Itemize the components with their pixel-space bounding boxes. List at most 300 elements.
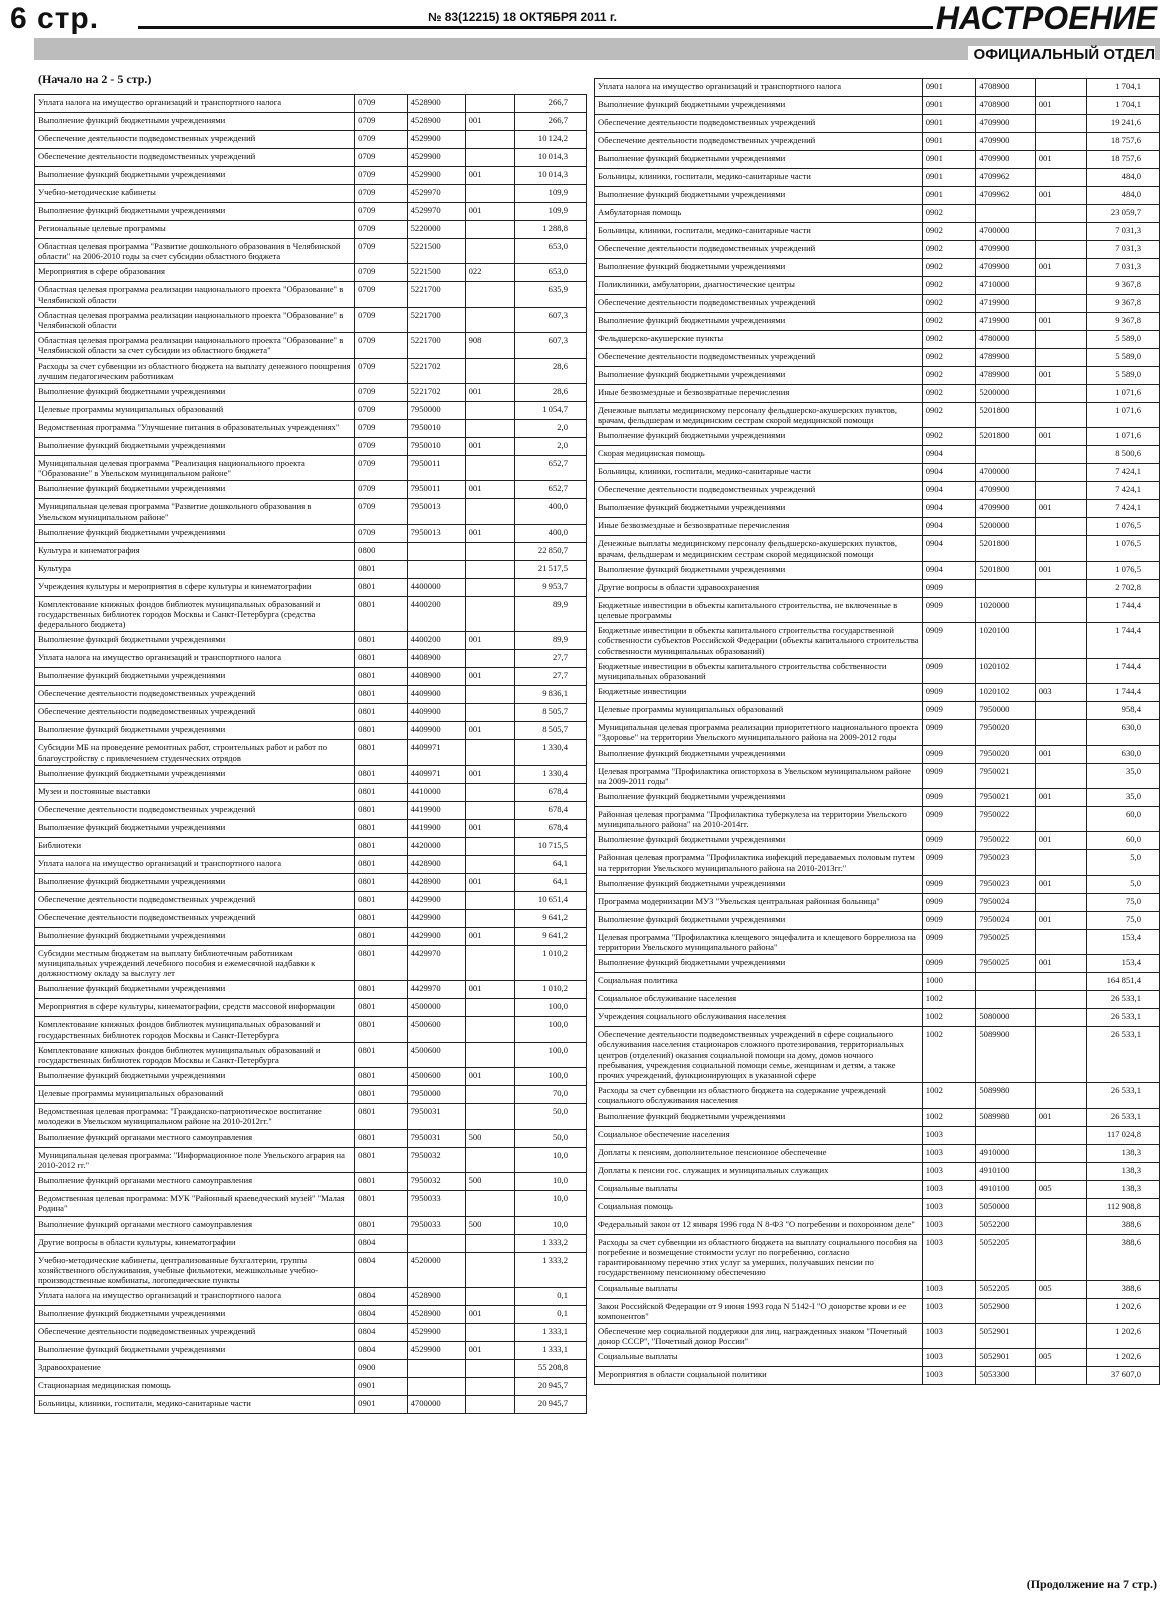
section-code: 0909 bbox=[922, 658, 976, 683]
expense-type bbox=[1035, 597, 1086, 622]
target-code: 7950020 bbox=[976, 745, 1035, 763]
row-description: Обеспечение деятельности подведомственных учреждений bbox=[35, 891, 355, 909]
expense-type: 001 bbox=[1035, 955, 1086, 973]
row-description: Выполнение функций бюджетными учреждениями bbox=[35, 632, 355, 650]
table-row bbox=[35, 264, 587, 282]
target-code: 4529900 bbox=[407, 1342, 465, 1360]
row-description: Выполнение функций бюджетными учреждениями bbox=[595, 955, 923, 973]
row-description: Выполнение функций бюджетными учреждениями bbox=[35, 384, 355, 402]
target-code: 4400200 bbox=[407, 596, 465, 632]
target-code: 4429900 bbox=[407, 909, 465, 927]
table-row bbox=[35, 131, 587, 149]
amount: 26 533,1 bbox=[1086, 991, 1159, 1009]
target-code: 4408900 bbox=[407, 668, 465, 686]
table-row bbox=[35, 113, 587, 131]
section-code: 1003 bbox=[922, 1234, 976, 1280]
amount: 89,9 bbox=[515, 596, 587, 632]
row-description: Ведомственная целевая программа: МУК "Районный краеведческий музей" "Малая Родина" bbox=[35, 1191, 355, 1216]
target-code: 7950013 bbox=[407, 524, 465, 542]
row-description: Выполнение функций бюджетными учреждениями bbox=[35, 167, 355, 185]
table-row bbox=[595, 1298, 1160, 1323]
section-code: 0801 bbox=[355, 765, 407, 783]
section-code: 0801 bbox=[355, 686, 407, 704]
row-description: Обеспечение деятельности подведомственных учреждений bbox=[35, 909, 355, 927]
section-code: 0801 bbox=[355, 596, 407, 632]
target-code: 5201800 bbox=[976, 428, 1035, 446]
amount: 7 031,3 bbox=[1086, 241, 1159, 259]
expense-type bbox=[465, 1378, 515, 1396]
target-code: 4529900 bbox=[407, 131, 465, 149]
target-code: 5052205 bbox=[976, 1234, 1035, 1280]
section-code: 0709 bbox=[355, 167, 407, 185]
table-row bbox=[35, 801, 587, 819]
section-code: 0909 bbox=[922, 875, 976, 893]
row-description: Обеспечение деятельности подведомственных учреждений bbox=[595, 241, 923, 259]
amount: 10,0 bbox=[515, 1173, 587, 1191]
section-code: 0902 bbox=[922, 295, 976, 313]
row-description: Учебно-методические кабинеты, централизованные бухгалтерии, группы хозяйственного обслуживания, учебные фильмотеки, межшкольные учебно-производственные комбинаты, логопедические пункты bbox=[35, 1252, 355, 1288]
amount: 9 367,8 bbox=[1086, 295, 1159, 313]
amount: 630,0 bbox=[1086, 720, 1159, 745]
expense-type: 001 bbox=[465, 819, 515, 837]
amount: 1 333,1 bbox=[515, 1342, 587, 1360]
amount: 1 330,4 bbox=[515, 740, 587, 765]
amount: 635,9 bbox=[515, 282, 587, 307]
expense-type bbox=[1035, 403, 1086, 428]
section-code: 0801 bbox=[355, 1104, 407, 1129]
section-code: 0901 bbox=[922, 79, 976, 97]
row-description: Библиотеки bbox=[35, 837, 355, 855]
section-code: 1002 bbox=[922, 1027, 976, 1083]
amount: 10 124,2 bbox=[515, 131, 587, 149]
expense-type bbox=[1035, 623, 1086, 659]
target-code: 5052200 bbox=[976, 1216, 1035, 1234]
table-row bbox=[35, 1147, 587, 1172]
table-row bbox=[595, 875, 1160, 893]
table-row bbox=[35, 1324, 587, 1342]
section-code: 0901 bbox=[922, 97, 976, 115]
continued-from: (Начало на 2 - 5 стр.) bbox=[38, 72, 152, 86]
target-code: 5200000 bbox=[976, 385, 1035, 403]
expense-type: 001 bbox=[465, 524, 515, 542]
section-code: 0709 bbox=[355, 307, 407, 332]
table-row bbox=[35, 1342, 587, 1360]
row-description: Ведомственная целевая программа: "Гражданско-патриотическое воспитание молодежи в Увельском муниципальном районе на 2010-2012гг." bbox=[35, 1104, 355, 1129]
target-code: 4719900 bbox=[976, 295, 1035, 313]
table-row bbox=[595, 911, 1160, 929]
row-description: Областная целевая программа "Развитие дошкольного образования в Челябинской области" на 2006-2010 годы за счет субсидии областного бюджета bbox=[35, 239, 355, 264]
target-code: 4789900 bbox=[976, 367, 1035, 385]
table-row bbox=[595, 1027, 1160, 1083]
expense-type bbox=[1035, 205, 1086, 223]
table-row bbox=[595, 720, 1160, 745]
section-code: 0801 bbox=[355, 704, 407, 722]
amount: 958,4 bbox=[1086, 702, 1159, 720]
amount: 8 505,7 bbox=[515, 704, 587, 722]
row-description: Целевые программы муниципальных образований bbox=[35, 1086, 355, 1104]
section-code: 0909 bbox=[922, 763, 976, 788]
section-code: 0909 bbox=[922, 850, 976, 875]
target-code: 4709962 bbox=[976, 169, 1035, 187]
expense-type bbox=[465, 1396, 515, 1414]
table-row bbox=[595, 349, 1160, 367]
table-row bbox=[595, 536, 1160, 561]
expense-type bbox=[1035, 1027, 1086, 1083]
amount: 50,0 bbox=[515, 1104, 587, 1129]
expense-type: 001 bbox=[1035, 259, 1086, 277]
row-description: Выполнение функций бюджетными учреждениями bbox=[35, 765, 355, 783]
expense-type bbox=[465, 999, 515, 1017]
amount: 1 076,5 bbox=[1086, 561, 1159, 579]
target-code bbox=[407, 542, 465, 560]
section-code: 1003 bbox=[922, 1367, 976, 1385]
table-row bbox=[595, 464, 1160, 482]
expense-type bbox=[1035, 1198, 1086, 1216]
table-row bbox=[35, 668, 587, 686]
target-code: 7950024 bbox=[976, 893, 1035, 911]
row-description: Федеральный закон от 12 января 1996 года N 8-ФЗ "О погребении и похоронном деле" bbox=[595, 1216, 923, 1234]
section-code: 1003 bbox=[922, 1198, 976, 1216]
amount: 1 071,6 bbox=[1086, 403, 1159, 428]
section-code: 1003 bbox=[922, 1323, 976, 1348]
section-code: 0801 bbox=[355, 722, 407, 740]
target-code: 7950023 bbox=[976, 850, 1035, 875]
row-description: Уплата налога на имущество организаций и транспортного налога bbox=[595, 79, 923, 97]
target-code: 5221700 bbox=[407, 333, 465, 358]
section-code: 0902 bbox=[922, 385, 976, 403]
expense-type bbox=[1035, 929, 1086, 954]
target-code: 4529900 bbox=[407, 167, 465, 185]
table-row bbox=[595, 1009, 1160, 1027]
row-description: Обеспечение деятельности подведомственных учреждений bbox=[595, 115, 923, 133]
amount: 678,4 bbox=[515, 801, 587, 819]
expense-type: 001 bbox=[1035, 151, 1086, 169]
target-code: 4709900 bbox=[976, 259, 1035, 277]
row-description: Целевые программы муниципальных образований bbox=[595, 702, 923, 720]
table-row bbox=[595, 745, 1160, 763]
amount: 1 054,7 bbox=[515, 402, 587, 420]
target-code: 5089980 bbox=[976, 1083, 1035, 1108]
section-code: 0904 bbox=[922, 561, 976, 579]
expense-type bbox=[1035, 658, 1086, 683]
table-row bbox=[35, 420, 587, 438]
expense-type: 005 bbox=[1035, 1180, 1086, 1198]
section-code: 0900 bbox=[355, 1360, 407, 1378]
target-code: 5220000 bbox=[407, 221, 465, 239]
row-description: Иные безвозмездные и безвозвратные перечисления bbox=[595, 385, 923, 403]
amount: 9 836,1 bbox=[515, 686, 587, 704]
target-code: 4429970 bbox=[407, 981, 465, 999]
expense-type bbox=[1035, 133, 1086, 151]
section-code: 0709 bbox=[355, 481, 407, 499]
table-row bbox=[595, 313, 1160, 331]
amount: 607,3 bbox=[515, 307, 587, 332]
expense-type: 005 bbox=[1035, 1280, 1086, 1298]
section-code: 1003 bbox=[922, 1162, 976, 1180]
row-description: Обеспечение мер социальной поддержки для лиц, награжденных знаком "Почетный донор СССР", "Почетный донор России" bbox=[595, 1323, 923, 1348]
target-code: 4910000 bbox=[976, 1144, 1035, 1162]
amount: 27,7 bbox=[515, 650, 587, 668]
amount: 75,0 bbox=[1086, 911, 1159, 929]
amount: 112 908,8 bbox=[1086, 1198, 1159, 1216]
section-code: 0709 bbox=[355, 239, 407, 264]
table-row bbox=[595, 1216, 1160, 1234]
expense-type bbox=[465, 1104, 515, 1129]
amount: 653,0 bbox=[515, 239, 587, 264]
section-code: 0909 bbox=[922, 789, 976, 807]
amount: 26 533,1 bbox=[1086, 1009, 1159, 1027]
expense-type: 001 bbox=[465, 1342, 515, 1360]
expense-type bbox=[1035, 1216, 1086, 1234]
amount: 64,1 bbox=[515, 873, 587, 891]
section-code: 0801 bbox=[355, 578, 407, 596]
amount: 10 014,3 bbox=[515, 167, 587, 185]
table-row bbox=[595, 973, 1160, 991]
target-code: 4428900 bbox=[407, 855, 465, 873]
expense-type: 001 bbox=[1035, 832, 1086, 850]
expense-type bbox=[1035, 1083, 1086, 1108]
row-description: Мероприятия в сфере культуры, кинематографии, средств массовой информации bbox=[35, 999, 355, 1017]
target-code: 1020100 bbox=[976, 623, 1035, 659]
table-row bbox=[35, 891, 587, 909]
target-code: 5201800 bbox=[976, 403, 1035, 428]
target-code: 4709900 bbox=[976, 115, 1035, 133]
target-code: 7950022 bbox=[976, 832, 1035, 850]
row-description: Выполнение функций бюджетными учреждениями bbox=[595, 259, 923, 277]
table-row bbox=[35, 945, 587, 981]
expense-type bbox=[465, 185, 515, 203]
table-row bbox=[35, 499, 587, 524]
row-description: Выполнение функций органами местного самоуправления bbox=[35, 1216, 355, 1234]
section-code: 0801 bbox=[355, 1173, 407, 1191]
target-code bbox=[976, 1126, 1035, 1144]
expense-type bbox=[465, 578, 515, 596]
target-code: 7950020 bbox=[976, 720, 1035, 745]
target-code: 4789900 bbox=[976, 349, 1035, 367]
amount: 109,9 bbox=[515, 203, 587, 221]
target-code: 4529970 bbox=[407, 203, 465, 221]
section-code: 0901 bbox=[922, 115, 976, 133]
table-row bbox=[595, 1108, 1160, 1126]
expense-type bbox=[465, 1234, 515, 1252]
target-code: 4400000 bbox=[407, 578, 465, 596]
target-code: 5221702 bbox=[407, 384, 465, 402]
target-code: 4409900 bbox=[407, 686, 465, 704]
row-description: Больницы, клиники, госпитали, медико-санитарные части bbox=[35, 1396, 355, 1414]
amount: 26 533,1 bbox=[1086, 1027, 1159, 1083]
table-row bbox=[35, 1191, 587, 1216]
table-row bbox=[595, 385, 1160, 403]
target-code: 7950000 bbox=[976, 702, 1035, 720]
amount: 5 589,0 bbox=[1086, 349, 1159, 367]
row-description: Выполнение функций бюджетными учреждениями bbox=[35, 481, 355, 499]
expense-type bbox=[1035, 536, 1086, 561]
target-code: 4500000 bbox=[407, 999, 465, 1017]
amount: 75,0 bbox=[1086, 893, 1159, 911]
header-rule bbox=[138, 26, 933, 29]
section-code: 0901 bbox=[922, 133, 976, 151]
row-description: Выполнение функций бюджетными учреждениями bbox=[35, 203, 355, 221]
section-code: 0801 bbox=[355, 1216, 407, 1234]
row-description: Выполнение функций бюджетными учреждениями bbox=[595, 911, 923, 929]
target-code: 4700000 bbox=[407, 1396, 465, 1414]
expense-type: 001 bbox=[465, 384, 515, 402]
table-row bbox=[35, 765, 587, 783]
amount: 7 424,1 bbox=[1086, 464, 1159, 482]
target-code bbox=[976, 579, 1035, 597]
amount: 138,3 bbox=[1086, 1180, 1159, 1198]
table-row bbox=[35, 837, 587, 855]
row-description: Выполнение функций бюджетными учреждениями bbox=[35, 524, 355, 542]
table-row bbox=[35, 307, 587, 332]
table-row bbox=[595, 1083, 1160, 1108]
section-code: 0902 bbox=[922, 331, 976, 349]
target-code: 4410000 bbox=[407, 783, 465, 801]
section-code: 0909 bbox=[922, 807, 976, 832]
target-code: 7950011 bbox=[407, 481, 465, 499]
table-body-left bbox=[35, 95, 587, 1414]
target-code: 5201800 bbox=[976, 561, 1035, 579]
table-row bbox=[595, 955, 1160, 973]
table-row bbox=[35, 740, 587, 765]
table-row bbox=[595, 1280, 1160, 1298]
target-code: 4910100 bbox=[976, 1180, 1035, 1198]
row-description: Расходы за счет субвенции из областного бюджета на выплату социального пособия на погребение и возмещение стоимости услуг по погребению, согласно гарантированному перечню этих услуг за умерших, получавших пенсии по государственному пенсионному обеспечению bbox=[595, 1234, 923, 1280]
expense-type: 001 bbox=[1035, 1108, 1086, 1126]
section-code: 0909 bbox=[922, 579, 976, 597]
expense-type bbox=[465, 686, 515, 704]
table-row bbox=[35, 1306, 587, 1324]
table-row bbox=[595, 367, 1160, 385]
section-code: 0904 bbox=[922, 464, 976, 482]
target-code: 4428900 bbox=[407, 873, 465, 891]
amount: 388,6 bbox=[1086, 1216, 1159, 1234]
table-row bbox=[595, 295, 1160, 313]
amount: 7 031,3 bbox=[1086, 259, 1159, 277]
target-code: 4709962 bbox=[976, 187, 1035, 205]
amount: 20 945,7 bbox=[515, 1378, 587, 1396]
section-code: 0801 bbox=[355, 1042, 407, 1067]
table-row bbox=[35, 1396, 587, 1414]
target-code: 4500600 bbox=[407, 1017, 465, 1042]
expense-type bbox=[465, 1147, 515, 1172]
row-description: Уплата налога на имущество организаций и транспортного налога bbox=[35, 95, 355, 113]
section-code: 0709 bbox=[355, 95, 407, 113]
amount: 1 744,4 bbox=[1086, 623, 1159, 659]
expense-type: 001 bbox=[465, 203, 515, 221]
target-code: 4528900 bbox=[407, 1288, 465, 1306]
target-code: 4429900 bbox=[407, 891, 465, 909]
row-description: Выполнение функций бюджетными учреждениями bbox=[595, 313, 923, 331]
amount: 7 424,1 bbox=[1086, 482, 1159, 500]
section-code: 0804 bbox=[355, 1288, 407, 1306]
table-row bbox=[595, 1198, 1160, 1216]
expense-type: 001 bbox=[1035, 428, 1086, 446]
amount: 266,7 bbox=[515, 95, 587, 113]
row-description: Районная целевая программа "Профилактика инфекций передаваемых половым путем на территории Увельского муниципального района на 2010-2013гг." bbox=[595, 850, 923, 875]
amount: 60,0 bbox=[1086, 807, 1159, 832]
row-description: Комплектование книжных фондов библиотек муниципальных образований и государственных библиотек городов Москвы и Санкт-Петербурга bbox=[35, 1042, 355, 1067]
amount: 400,0 bbox=[515, 524, 587, 542]
target-code: 7950033 bbox=[407, 1191, 465, 1216]
amount: 1 704,1 bbox=[1086, 79, 1159, 97]
section-code: 0902 bbox=[922, 349, 976, 367]
expense-type bbox=[1035, 1298, 1086, 1323]
section-code: 0709 bbox=[355, 524, 407, 542]
section-code: 0902 bbox=[922, 259, 976, 277]
table-row bbox=[595, 1234, 1160, 1280]
table-row bbox=[35, 927, 587, 945]
row-description: Учреждения культуры и мероприятия в сфере культуры и кинематографии bbox=[35, 578, 355, 596]
row-description: Скорая медицинская помощь bbox=[595, 446, 923, 464]
section-code: 0909 bbox=[922, 893, 976, 911]
row-description: Выполнение функций бюджетными учреждениями bbox=[595, 97, 923, 115]
section-code: 0909 bbox=[922, 720, 976, 745]
amount: 388,6 bbox=[1086, 1234, 1159, 1280]
row-description: Учебно-методические кабинеты bbox=[35, 185, 355, 203]
table-row bbox=[595, 403, 1160, 428]
newspaper-logo: НАСТРОЕНИЕ bbox=[935, 0, 1157, 36]
table-row bbox=[35, 524, 587, 542]
amount: 28,6 bbox=[515, 358, 587, 383]
table-row bbox=[35, 783, 587, 801]
section-code: 0909 bbox=[922, 929, 976, 954]
amount: 10,0 bbox=[515, 1147, 587, 1172]
section-code: 0801 bbox=[355, 668, 407, 686]
row-description: Больницы, клиники, госпитали, медико-санитарные части bbox=[595, 464, 923, 482]
amount: 5,0 bbox=[1086, 850, 1159, 875]
target-code: 7950031 bbox=[407, 1104, 465, 1129]
row-description: Доплаты к пенсиям, дополнительное пенсионное обеспечение bbox=[595, 1144, 923, 1162]
row-description: Выполнение функций бюджетными учреждениями bbox=[35, 1342, 355, 1360]
target-code: 4409900 bbox=[407, 722, 465, 740]
amount: 10,0 bbox=[515, 1216, 587, 1234]
section-code: 0801 bbox=[355, 1129, 407, 1147]
amount: 10 014,3 bbox=[515, 149, 587, 167]
target-code: 4529900 bbox=[407, 149, 465, 167]
row-description: Иные безвозмездные и безвозвратные перечисления bbox=[595, 518, 923, 536]
row-description: Целевые программы муниципальных образований bbox=[35, 402, 355, 420]
amount: 1 202,6 bbox=[1086, 1323, 1159, 1348]
row-description: Бюджетные инвестиции в объекты капитального строительства государственной собственности субъектов Российской Федерации (объекты капитального строительства собственности муниципальных образований) bbox=[595, 623, 923, 659]
expense-type: 001 bbox=[1035, 367, 1086, 385]
table-row bbox=[595, 702, 1160, 720]
section-code: 0709 bbox=[355, 499, 407, 524]
row-description: Субсидии МБ на проведение ремонтных работ, строительных работ и работ по благоустройству с привлечением студенческих отрядов bbox=[35, 740, 355, 765]
amount: 1 333,2 bbox=[515, 1252, 587, 1288]
table-row bbox=[595, 789, 1160, 807]
expense-type bbox=[465, 650, 515, 668]
expense-type bbox=[465, 420, 515, 438]
row-description: Районная целевая программа "Профилактика туберкулеза на территории Увельского муниципального района" на 2010-2014гг. bbox=[595, 807, 923, 832]
section-title: ОФИЦИАЛЬНЫЙ ОТДЕЛ bbox=[968, 46, 1155, 63]
target-code: 5052901 bbox=[976, 1349, 1035, 1367]
section-code: 0801 bbox=[355, 632, 407, 650]
table-row bbox=[35, 560, 587, 578]
amount: 9 367,8 bbox=[1086, 277, 1159, 295]
expense-type bbox=[1035, 331, 1086, 349]
section-code: 0801 bbox=[355, 909, 407, 927]
table-row bbox=[35, 239, 587, 264]
section-code: 0709 bbox=[355, 221, 407, 239]
row-description: Обеспечение деятельности подведомственных учреждений bbox=[35, 149, 355, 167]
section-code: 1002 bbox=[922, 1083, 976, 1108]
row-description: Целевая программа "Профилактика описторхоза в Увельском муниципальном районе на 2009-2011 годы" bbox=[595, 763, 923, 788]
amount: 26 533,1 bbox=[1086, 1108, 1159, 1126]
section-code: 0801 bbox=[355, 1068, 407, 1086]
section-code: 0901 bbox=[922, 169, 976, 187]
target-code: 4520000 bbox=[407, 1252, 465, 1288]
